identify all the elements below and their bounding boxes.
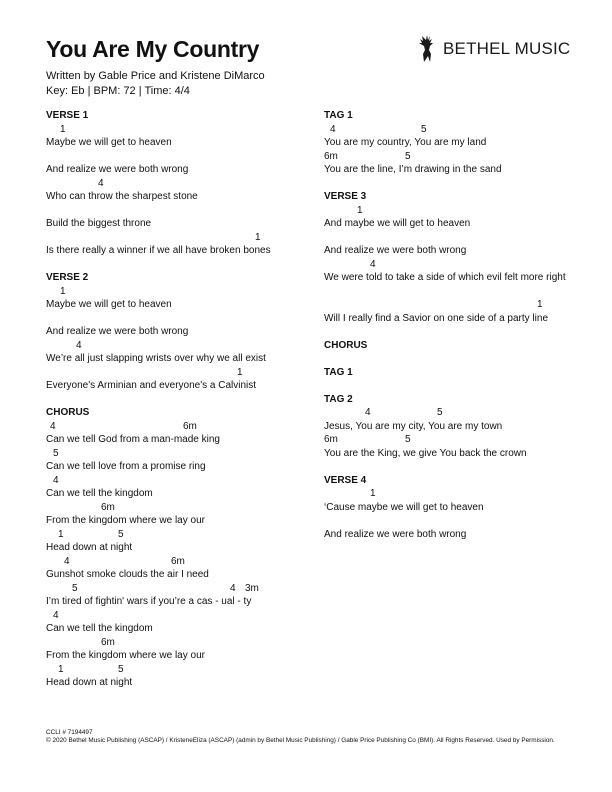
brand-name: BETHEL MUSIC [443, 39, 571, 58]
lyric-line: Is there really a winner if we all have broken bones [46, 245, 271, 256]
lyric-line: Jesus, You are my city, You are my town [324, 420, 503, 432]
lyric-line: Can we tell the kingdom [46, 488, 153, 499]
ccli-number: CCLI # 7194497 [46, 729, 93, 736]
blank-line [324, 514, 570, 528]
copyright-notice: © 2020 Bethel Music Publishing (ASCAP) / KristeneEliza (ASCAP) (admin by Bethel Music Publishing) / Gable Price Publishing Co (BMI). All Rights Reserved. Used by Permission. [46, 737, 555, 745]
lyric-line: Who can throw the sharpest stone [46, 191, 198, 202]
lyric-line: Can we tell love from a promise ring [46, 461, 206, 472]
chord: 6m [171, 555, 185, 567]
lyric-line: Build the biggest throne [46, 218, 152, 229]
chord: 4 [76, 339, 82, 351]
blank-line [46, 258, 308, 272]
chord-line [324, 487, 570, 501]
chord: 1 [58, 528, 64, 540]
lyric-line: We were told to take a side of which evil felt more right [324, 272, 566, 283]
blank-line [324, 352, 570, 366]
blank-line [46, 312, 308, 326]
chord: 1 [60, 285, 66, 297]
blank-line [324, 325, 570, 339]
lyric-line: We’re all just slapping wrists over why we all exist [46, 353, 266, 364]
lyric-line: Gunshot smoke clouds the air I need [46, 569, 209, 580]
lyric-line: Head down at night [46, 542, 133, 553]
lyric-line: ‘Cause maybe we will get to heaven [324, 501, 484, 513]
chord-line [324, 150, 570, 164]
chord-line [46, 177, 308, 191]
lyric-line: And maybe we will get to heaven [324, 218, 471, 229]
lyric-line: Can we tell God from a man-made king [46, 434, 220, 445]
lyric-line: You are my country, You are my land [324, 137, 487, 148]
right-column [324, 109, 570, 541]
lyric-line: And realize we were both wrong [324, 528, 467, 540]
chord-line [46, 501, 308, 515]
lyric-line: From the kingdom where we lay our [46, 650, 205, 661]
chord: 5 [405, 434, 411, 445]
chord: 4 [50, 420, 56, 432]
deer-antler-icon [416, 34, 438, 64]
chord: 4 [230, 582, 236, 594]
chord: 4 [64, 555, 70, 567]
chord: 1 [58, 663, 64, 675]
blank-line [324, 177, 570, 191]
chord-line [46, 609, 308, 623]
chord-line [46, 285, 308, 299]
chord-line [46, 528, 308, 542]
blank-line [324, 460, 570, 474]
chord: 1 [60, 123, 66, 135]
chord: 5 [118, 663, 124, 675]
chord-line [46, 636, 308, 650]
chord: 3m [245, 582, 259, 594]
chord: 5 [405, 150, 411, 162]
chord-line [46, 474, 308, 488]
chord-line [46, 447, 308, 461]
chord-line [46, 339, 308, 353]
blank-line [46, 204, 308, 218]
section-label: TAG 1 [324, 366, 353, 378]
chord: 1 [357, 204, 363, 216]
blank-line [324, 231, 570, 245]
chord-line [46, 555, 308, 569]
blank-line [46, 393, 308, 407]
chord: 6m [183, 420, 197, 432]
lyric-line: And realize we were both wrong [46, 164, 189, 175]
chord-line [324, 406, 570, 420]
lyric-line: Everyone's Arminian and everyone's a Calvinist [46, 380, 257, 391]
chord-line [324, 258, 570, 272]
chord: 5 [72, 582, 78, 594]
chord-line [46, 420, 308, 434]
chord-line [46, 123, 308, 137]
chord: 5 [118, 528, 124, 540]
lyric-line: Maybe we will get to heaven [46, 137, 172, 148]
key-bpm-time: Key: Eb | BPM: 72 | Time: 4/4 [46, 85, 190, 97]
chord: 1 [537, 299, 543, 310]
chord-line [46, 582, 308, 596]
writers-credit: Written by Gable Price and Kristene DiMarco [46, 70, 265, 82]
chord: 4 [98, 177, 104, 189]
chord: 1 [237, 366, 243, 378]
song-title: You Are My Country [46, 36, 260, 62]
chord: 1 [255, 231, 261, 243]
chord: 5 [421, 123, 427, 135]
chord-line [324, 123, 570, 137]
blank-line [46, 150, 308, 164]
section-label: VERSE 2 [46, 272, 89, 283]
lyric-line: And realize we were both wrong [324, 245, 467, 256]
section-label: CHORUS [46, 407, 90, 418]
chord-line [324, 433, 570, 447]
chord: 4 [53, 609, 59, 621]
chord: 4 [365, 407, 371, 418]
section-label: VERSE 1 [46, 110, 89, 121]
chord-line [46, 231, 308, 245]
lyric-line: And realize we were both wrong [46, 326, 189, 337]
lyric-line: From the kingdom where we lay our [46, 515, 205, 526]
section-label: VERSE 3 [324, 191, 367, 202]
chord: 1 [370, 488, 376, 499]
chord-line [46, 663, 308, 677]
lyric-line: You are the King, we give You back the crown [324, 447, 527, 459]
chord: 6m [324, 434, 338, 445]
section-label: CHORUS [324, 339, 368, 351]
chord-line [46, 366, 308, 380]
chord-line [324, 204, 570, 218]
chord-line [324, 298, 570, 312]
lyric-line: Will I really find a Savior on one side of a party line [324, 312, 548, 324]
section-label: TAG 2 [324, 393, 353, 405]
lyric-line: Head down at night [46, 677, 133, 688]
chord: 5 [53, 447, 59, 459]
blank-line [324, 379, 570, 393]
chord: 6m [101, 636, 115, 648]
chord: 5 [437, 407, 443, 418]
chord: 4 [370, 258, 376, 270]
chord: 6m [101, 501, 115, 513]
chord: 4 [330, 123, 336, 135]
left-column [46, 109, 308, 690]
lyric-line: Maybe we will get to heaven [46, 299, 172, 310]
lyric-line: Can we tell the kingdom [46, 623, 153, 634]
bethel-music-logo [416, 34, 570, 64]
chord: 6m [324, 150, 338, 162]
lyric-line: You are the line, I’m drawing in the sand [324, 164, 502, 175]
footer [46, 729, 566, 745]
section-label: VERSE 4 [324, 474, 367, 486]
chord: 4 [53, 474, 59, 486]
lyric-line: I’m tired of fightin' wars if you’re a cas - ual - ty [46, 596, 252, 607]
section-label: TAG 1 [324, 110, 353, 121]
